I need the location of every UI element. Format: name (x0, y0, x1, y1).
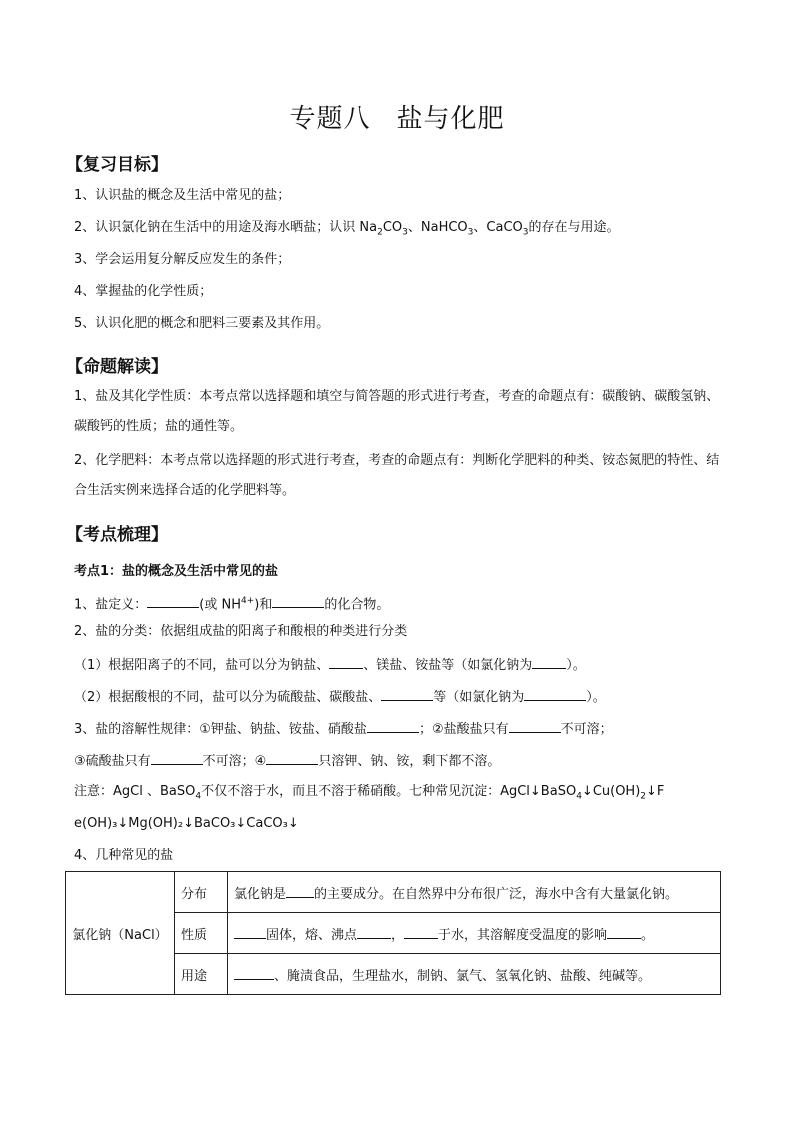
note-line: 注意：AgCl 、BaSO$_4$不仅不溶于水，而且不溶于稀硝酸。七种常见沉淀：$AgCl↓BaSO_4↓Cu(OH)_2↓F$ (74, 784, 665, 802)
solubility-rule: ③硫酸盐只有 不可溶；④ 只溶钾、钠、铵，剩下都不溶。 (74, 754, 501, 769)
goal-item: 1、认识盐的概念及生活中常见的盐； (74, 188, 291, 203)
table-row (66, 872, 721, 913)
interpretation-paragraph: 2、化学肥料：本考点常以选择题的形式进行考查，考查的命题点有：判断化学肥料的种类、铵态氮肥的特性、结合生活实例来选择合适的化学肥料等。 (74, 453, 720, 498)
solubility-rule: 3、盐的溶解性规律：①钾盐、钠盐、铵盐、硝酸盐 ；②盐酸盐只有 不可溶； (74, 722, 613, 737)
table-row-header: 氯化钠（NaCl） (66, 872, 175, 995)
table-key: 分布 (175, 872, 228, 913)
goal-item: 3、学会运用复分解反应发生的条件； (74, 252, 291, 267)
common-salts-heading: 4、几种常见的盐 (74, 848, 174, 863)
section-heading-review-goals: 【复习目标】 (66, 155, 168, 175)
section-heading-interpretation: 【命题解读】 (66, 357, 168, 377)
classification-item: （2）根据酸根的不同，盐可以分为硫酸盐、碳酸盐、 等（如氯化钠为 ）。 (74, 690, 606, 705)
table-key: 性质 (175, 913, 228, 954)
classification-line: 2、盐的分类：依据组成盐的阳离子和酸根的种类进行分类 (74, 624, 408, 639)
table-cell: 、腌渍食品，生理盐水，制钠、氯气、氢氧化钠、盐酸、纯碱等。 (228, 954, 721, 995)
page-title: 专题八 盐与化肥 (289, 104, 505, 134)
goal-item: 2、认识氯化钠在生活中的用途及海水晒盐；认识 $Na_2CO_3$、NaHCO$_3$、CaCO$_3$的存在与用途。 (74, 220, 620, 238)
note-line: e(OH)₃↓Mg(OH)₂↓BaCO₃↓CaCO₃↓ (74, 816, 299, 831)
table-cell: 氯化钠是 的主要成分。在自然界中分布很广泛，海水中含有大量氯化钠。 (228, 872, 721, 913)
sodium-chloride-table (65, 871, 721, 995)
classification-item: （1）根据阳离子的不同，盐可以分为钠盐、 、镁盐、铵盐等（如氯化钠为 ）。 (74, 658, 586, 673)
definition-line: 1、盐定义： (或 $NH^{4+}$)和 的化合物。 (74, 596, 390, 613)
table-key: 用途 (175, 954, 228, 995)
goal-item: 4、掌握盐的化学性质； (74, 284, 213, 299)
interpretation-paragraph: 1、盐及其化学性质：本考点常以选择题和填空与简答题的形式进行考查，考查的命题点有：碳酸钠、碳酸氢钠、碳酸钙的性质；盐的通性等。 (74, 389, 720, 434)
section-heading-key-points: 【考点梳理】 (66, 525, 168, 545)
goal-item: 5、认识化肥的概念和肥料三要素及其作用。 (74, 316, 330, 331)
table-cell: 固体，熔、沸点 ， 于水，其溶解度受温度的影响 。 (228, 913, 721, 954)
key-point-title: 考点1：盐的概念及生活中常见的盐 (74, 564, 279, 579)
